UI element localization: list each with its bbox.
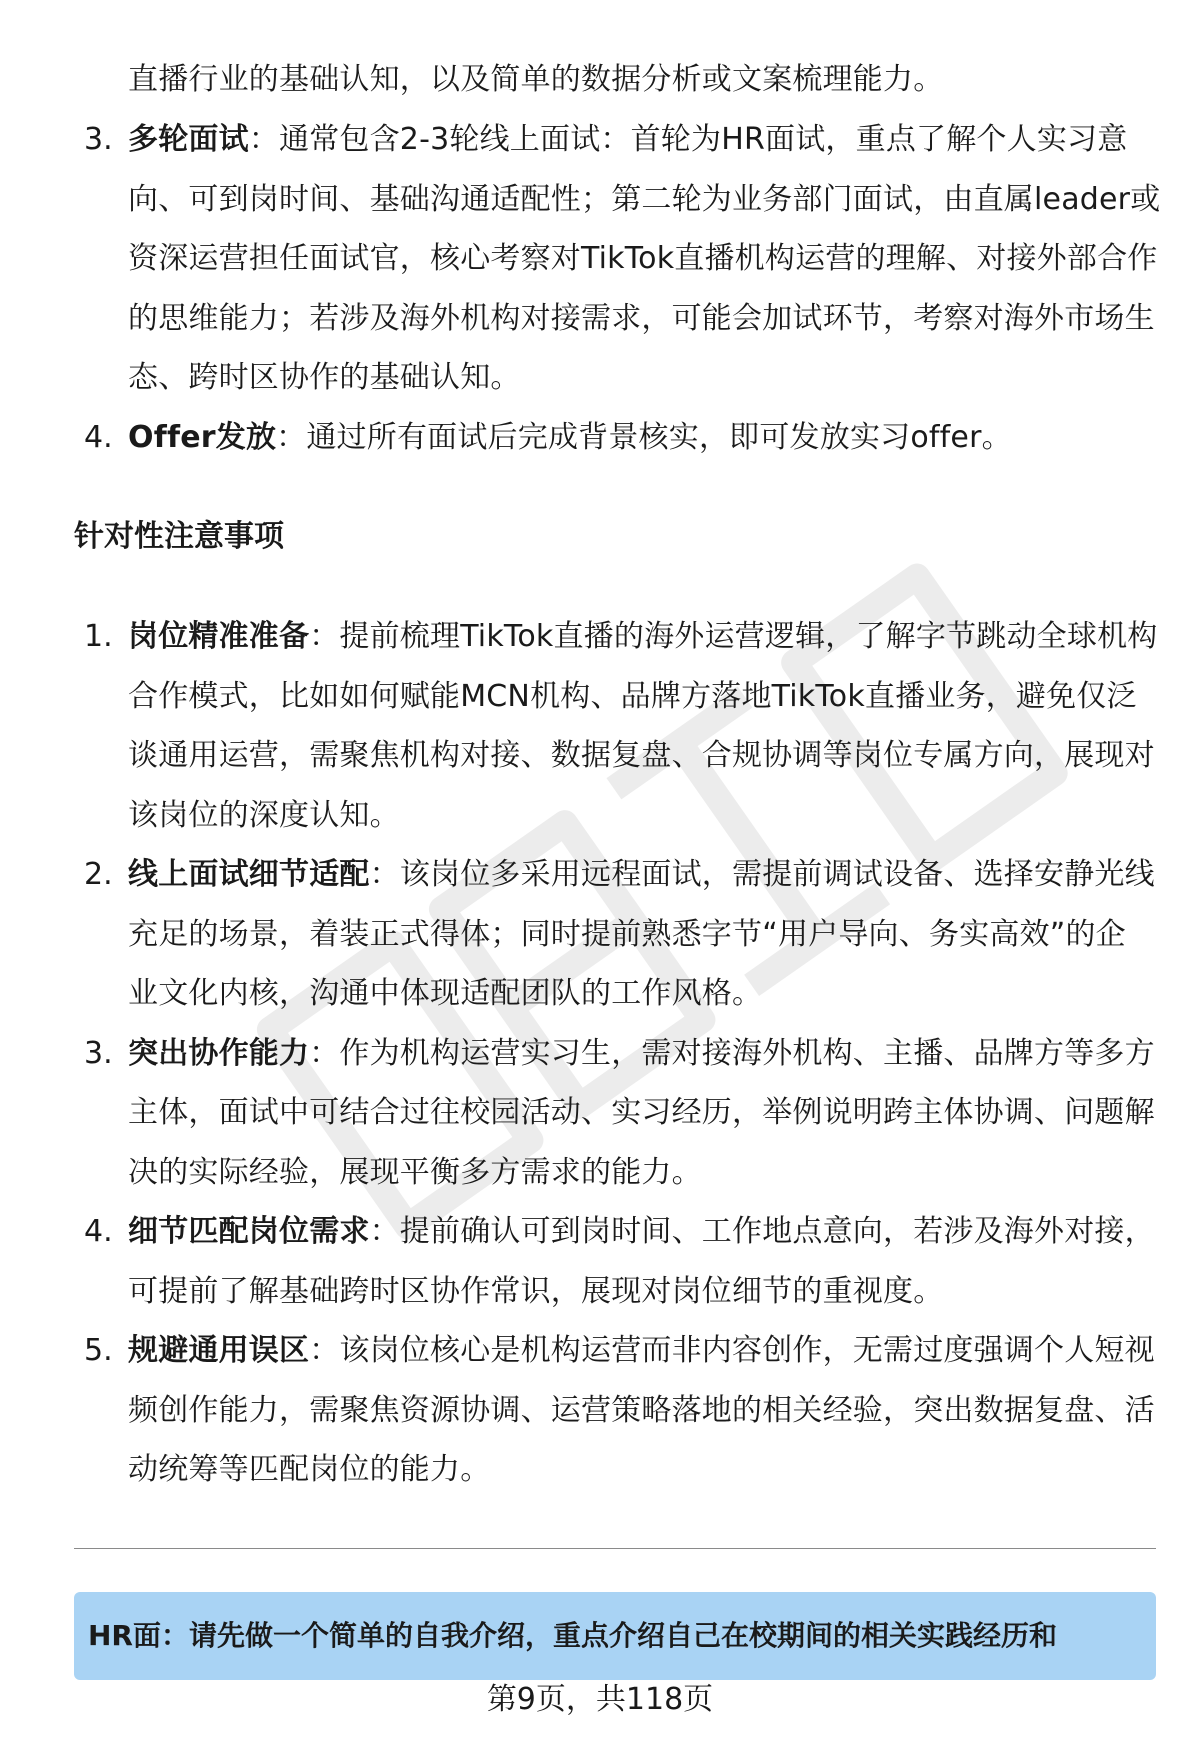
list-number: 3. <box>84 122 113 157</box>
list-number: 1. <box>84 619 113 654</box>
list-item-line: 的思维能力；若涉及海外机构对接需求，可能会加试环节，考察对海外市场生 <box>128 301 1155 336</box>
list-number: 2. <box>84 857 113 892</box>
list-number: 5. <box>84 1333 113 1368</box>
list-item-line: 频创作能力，需聚焦资源协调、运营策略落地的相关经验，突出数据复盘、活 <box>128 1393 1155 1428</box>
list-item-title: Offer发放 <box>128 420 277 455</box>
list-item-line: 合作模式，比如如何赋能MCN机构、品牌方落地TikTok直播业务，避免仅泛 <box>128 679 1137 714</box>
list-item-title: 多轮面试 <box>128 122 249 157</box>
list-item-line: 规避通用误区：该岗位核心是机构运营而非内容创作，无需过度强调个人短视 <box>128 1333 1155 1368</box>
list-item-line: 资深运营担任面试官，核心考察对TikTok直播机构运营的理解、对接外部合作 <box>128 241 1158 276</box>
list-item-line: 该岗位的深度认知。 <box>128 798 400 833</box>
list-item-line: 细节匹配岗位需求：提前确认可到岗时间、工作地点意向，若涉及海外对接， <box>128 1214 1155 1249</box>
list-item-line: 多轮面试：通常包含2-3轮线上面试：首轮为HR面试，重点了解个人实习意 <box>128 122 1128 157</box>
list-number: 4. <box>84 420 113 455</box>
list-item-title: 细节匹配岗位需求 <box>128 1214 370 1249</box>
page-number: 第9页，共118页 <box>486 1682 714 1717</box>
question-text: HR面：请先做一个简单的自我介绍，重点介绍自己在校期间的相关实践经历和 <box>88 1619 1057 1652</box>
list-item-line: 主体，面试中可结合过往校园活动、实习经历，举例说明跨主体协调、问题解 <box>128 1095 1155 1130</box>
list-item-line: 线上面试细节适配：该岗位多采用远程面试，需提前调试设备、选择安静光线 <box>128 857 1155 892</box>
carry-over-line: 直播行业的基础认知，以及简单的数据分析或文案梳理能力。 <box>128 62 944 97</box>
question-box <box>74 1592 1156 1680</box>
list-item-line: 态、跨时区协作的基础认知。 <box>128 360 521 395</box>
list-item-line: 谈通用运营，需聚焦机构对接、数据复盘、合规协调等岗位专属方向，展现对 <box>128 738 1155 773</box>
divider <box>74 1548 1156 1549</box>
list-item-line: 向、可到岗时间、基础沟通适配性；第二轮为业务部门面试，由直属leader或 <box>128 182 1161 217</box>
list-item-line: Offer发放：通过所有面试后完成背景核实，即可发放实习offer。 <box>128 420 1012 455</box>
list-number: 4. <box>84 1214 113 1249</box>
list-item-title: 规避通用误区 <box>128 1333 310 1368</box>
list-item-line: 业文化内核，沟通中体现适配团队的工作风格。 <box>128 976 763 1011</box>
list-item-title: 线上面试细节适配 <box>128 857 370 892</box>
list-item-line: 充足的场景，着装正式得体；同时提前熟悉字节“用户导向、务实高效”的企 <box>128 917 1126 952</box>
list-number: 3. <box>84 1036 113 1071</box>
list-item-title: 岗位精准准备 <box>128 619 310 654</box>
list-item-line: 可提前了解基础跨时区协作常识，展现对岗位细节的重视度。 <box>128 1274 944 1309</box>
section-heading: 针对性注意事项 <box>74 519 284 554</box>
list-item-line: 突出协作能力：作为机构运营实习生，需对接海外机构、主播、品牌方等多方 <box>128 1036 1155 1071</box>
list-item-title: 突出协作能力 <box>128 1036 310 1071</box>
list-item-line: 决的实际经验，展现平衡多方需求的能力。 <box>128 1155 702 1190</box>
list-item-line: 岗位精准准备：提前梳理TikTok直播的海外运营逻辑，了解字节跳动全球机构 <box>128 619 1158 654</box>
list-item-line: 动统筹等匹配岗位的能力。 <box>128 1452 491 1487</box>
